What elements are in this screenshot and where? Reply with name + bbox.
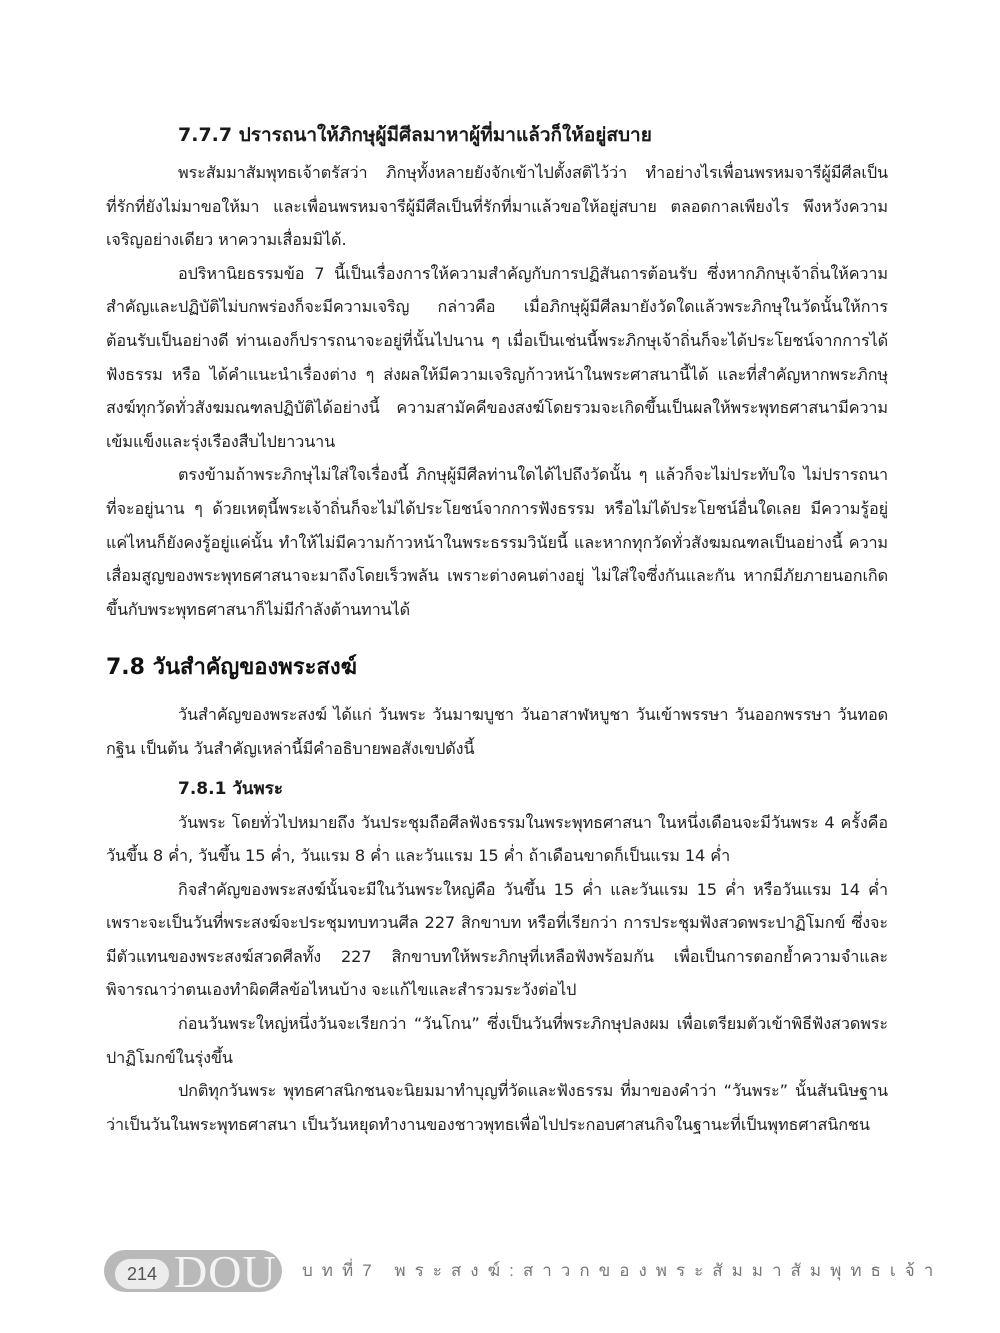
- paragraph: กิจสำคัญของพระสงฆ์นั้นจะมีในวันพระใหญ่คือ วันขึ้น 15 ค่ำ และวันแรม 15 ค่ำ หรือวันแรม 14 ค่ำ เพราะจะเป็นวันที่พระสงฆ์จะประชุมทบทวนศีล 227 สิกขาบท หรือที่เรียกว่า การประชุมฟังสวดพระปาฏิโมกข์ ซึ่งจะมีตัวแทนของพระสงฆ์สวดศีลทั้ง 227 สิกขาบทให้พระภิกษุที่เหลือฟังพร้อมกัน เพื่อเป็นการตอกย้ำความจำและพิจารณาว่าตนเองทำผิดศีลข้อไหนบ้าง จะแก้ไขและสำรวมระวังต่อไป: [106, 879, 888, 1000]
- paragraph: พระสัมมาสัมพุทธเจ้าตรัสว่า ภิกษุทั้งหลายยังจักเข้าไปตั้งสติไว้ว่า ทำอย่างไรเพื่อนพรหมจารีผู้มีศีลเป็นที่รักที่ยังไม่มาขอให้มา และเพื่อนพรหมจารีผู้มีศีลเป็นที่รักที่มาแล้วขอให้อยู่สบาย ตลอดกาลเพียงไร พึงหวังความเจริญอย่างเดียว หาความเสื่อมมิได้.: [106, 163, 888, 250]
- footer-badge: [104, 1246, 282, 1297]
- chapter-title: บทที่7 พระสงฆ์:สาวกของพระสัมมาสัมพุทธเจ้า: [302, 1261, 943, 1280]
- page-content: [106, 118, 888, 1141]
- paragraph: ปกติทุกวันพระ พุทธศาสนิกชนจะนิยมมาทำบุญที่วัดและฟังธรรม ที่มาของคำว่า “วันพระ” นั้นสันนิษฐานว่าเป็นวันในพระพุทธศาสนา เป็นวันหยุดทำงานของชาวพุทธเพื่อไปประกอบศาสนกิจในฐานะที่เป็นพุทธศาสนิกชน: [106, 1081, 888, 1134]
- section-7-8-heading: 7.8 วันสำคัญของพระสงฆ์: [106, 655, 357, 681]
- paragraph: ตรงข้ามถ้าพระภิกษุไม่ใส่ใจเรื่องนี้ ภิกษุผู้มีศีลท่านใดได้ไปถึงวัดนั้น ๆ แล้วก็จะไม่ประทับใจ ไม่ปรารถนาที่จะอยู่นาน ๆ ด้วยเหตุนี้พระเจ้าถิ่นก็จะไม่ได้ประโยชน์จากการฟังธรรม หรือไม่ได้ประโยชน์อื่นใดเลย มีความรู้อยู่แค่ไหนก็ยังคงรู้อยู่แค่นั้น ทำให้ไม่มีความก้าวหน้าในพระธรรมวินัยนี้ และหากทุกวัดทั่วสังฆมณฑลเป็นอย่างนี้ ความเสื่อมสูญของพระพุทธศาสนาจะมาถึงโดยเร็วพลัน เพราะต่างคนต่างอยู่ ไม่ใส่ใจซึ่งกันและกัน หากมีภัยภายนอกเกิดขึ้นกับพระพุทธศาสนาก็ไม่มีกำลังต้านทานได้: [106, 465, 888, 619]
- section-7-8-1-heading: 7.8.1 วันพระ: [178, 778, 283, 799]
- paragraph: วันสำคัญของพระสงฆ์ ได้แก่ วันพระ วันมาฆบูชา วันอาสาฬหบูชา วันเข้าพรรษา วันออกพรรษา วันทอดกฐิน เป็นต้น วันสำคัญเหล่านี้มีคำอธิบายพอสังเขปดังนี้: [106, 705, 888, 758]
- paragraph: วันพระ โดยทั่วไปหมายถึง วันประชุมถือศีลฟังธรรมในพระพุทธศาสนา ในหนึ่งเดือนจะมีวันพระ 4 ครั้งคือ วันขึ้น 8 ค่ำ, วันขึ้น 15 ค่ำ, วันแรม 8 ค่ำ และวันแรม 15 ค่ำ ถ้าเดือนขาดก็เป็นแรม 14 ค่ำ: [106, 812, 888, 866]
- dou-logo: DOU: [174, 1246, 277, 1297]
- paragraph: ก่อนวันพระใหญ่หนึ่งวันจะเรียกว่า “วันโกน” ซึ่งเป็นวันที่พระภิกษุปลงผม เพื่อเตรียมตัวเข้าพิธีฟังสวดพระปาฏิโมกข์ในรุ่งขึ้น: [106, 1014, 888, 1067]
- page-number: 214: [115, 1259, 169, 1289]
- section-7-7-7-heading: 7.7.7 ปรารถนาให้ภิกษุผู้มีศีลมาหาผู้ที่มาแล้วก็ให้อยู่สบาย: [178, 124, 652, 146]
- page-footer: [104, 1246, 943, 1298]
- paragraph: อปริหานิยธรรมข้อ 7 นี้เป็นเรื่องการให้ความสำคัญกับการปฏิสันถารต้อนรับ ซึ่งหากภิกษุเจ้าถิ่นให้ความสำคัญและปฏิบัติไม่บกพร่องก็จะมีความเจริญ กล่าวคือ เมื่อภิกษุผู้มีศีลมายังวัดใดแล้วพระภิกษุในวัดนั้นให้การต้อนรับเป็นอย่างดี ท่านเองก็ปรารถนาจะอยู่ที่นั้นไปนาน ๆ เมื่อเป็นเช่นนี้พระภิกษุเจ้าถิ่นก็จะได้ประโยชน์จากการได้ฟังธรรม หรือ ได้คำแนะนำเรื่องต่าง ๆ ส่งผลให้มีความเจริญก้าวหน้าในพระศาสนานี้ได้ และที่สำคัญหากพระภิกษุสงฆ์ทุกวัดทั่วสังฆมณฑลปฏิบัติได้อย่างนี้ ความสามัคคีของสงฆ์โดยรวมจะเกิดขึ้นเป็นผลให้พระพุทธศาสนามีความเข้มแข็งและรุ่งเรืองสืบไปยาวนาน: [106, 263, 888, 451]
